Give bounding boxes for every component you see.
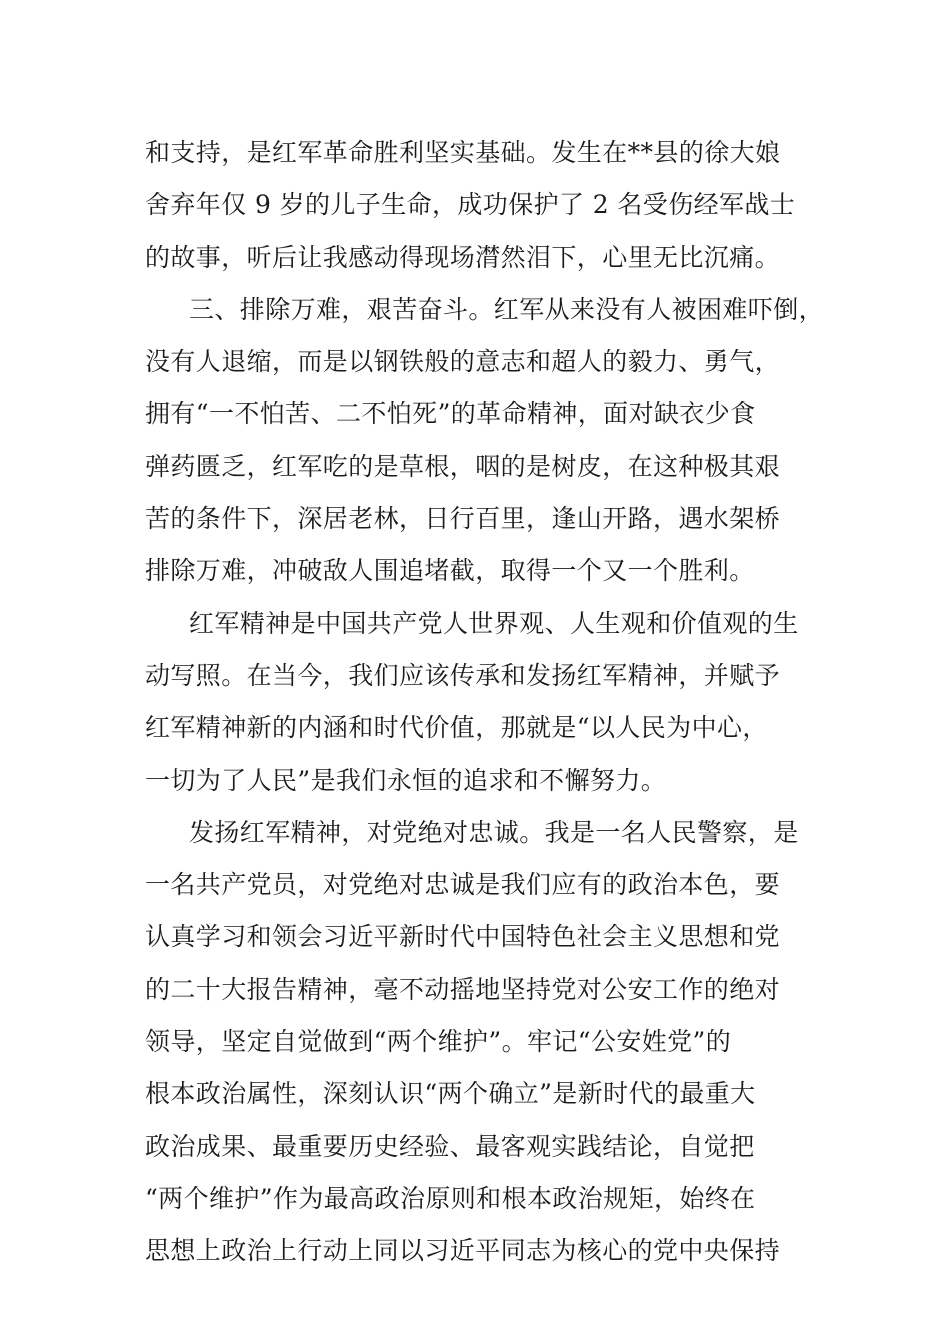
text-line: 的二十大报告精神，毫不动摇地坚持党对公安工作的绝对 [145,974,781,1004]
paragraph-start-line: 发扬红军精神，对党绝对忠诚。我是一名人民警察，是 [189,817,799,847]
text-line: 红军精神新的内涵和时代价值，那就是“以人民为中心， [145,713,768,743]
text-line: 领导，坚定自觉做到“两个维护”。牢记“公安姓党”的 [145,1027,732,1057]
text-line: 的故事，听后让我感动得现场潸然泪下，心里无比沉痛。 [145,242,781,272]
text-line: 拥有“一不怕苦、二不怕死”的革命精神，面对缺衣少食 [145,399,756,429]
text-line: 舍弃年仅 9 岁的儿子生命，成功保护了 2 名受伤经军战士 [145,190,796,220]
paragraph-start-line: 红军精神是中国共产党人世界观、人生观和价值观的生 [189,608,799,638]
text-line: 动写照。在当今，我们应该传承和发扬红军精神，并赋予 [145,660,781,690]
text-line: 排除万难，冲破敌人围追堵截，取得一个又一个胜利。 [145,556,755,586]
text-line: 思想上政治上行动上同以习近平同志为核心的党中央保持 [145,1236,781,1266]
text-line: 一名共产党员，对党绝对忠诚是我们应有的政治本色，要 [145,870,781,900]
text-line: 弹药匮乏，红军吃的是草根，咽的是树皮，在这种极其艰 [145,451,781,481]
text-line: 没有人退缩，而是以钢铁般的意志和超人的毅力、勇气， [145,347,781,377]
text-line: 根本政治属性，深刻认识“两个确立”是新时代的最重大 [145,1079,756,1109]
text-line: 苦的条件下，深居老林，日行百里，逢山开路，遇水架桥 [145,504,781,534]
text-line: 一切为了人民”是我们永恒的追求和不懈努力。 [145,765,667,795]
text-line: 认真学习和领会习近平新时代中国特色社会主义思想和党 [145,922,781,952]
text-line: 政治成果、最重要历史经验、最客观实践结论，自觉把 [145,1131,755,1161]
document-body [145,127,825,1278]
paragraph-start-line: 三、排除万难，艰苦奋斗。红军从来没有人被困难吓倒， [189,294,825,324]
text-line: 和支持，是红军革命胜利坚实基础。发生在**县的徐大娘 [145,138,781,167]
text-line: “两个维护”作为最高政治原则和根本政治规矩，始终在 [145,1183,756,1213]
